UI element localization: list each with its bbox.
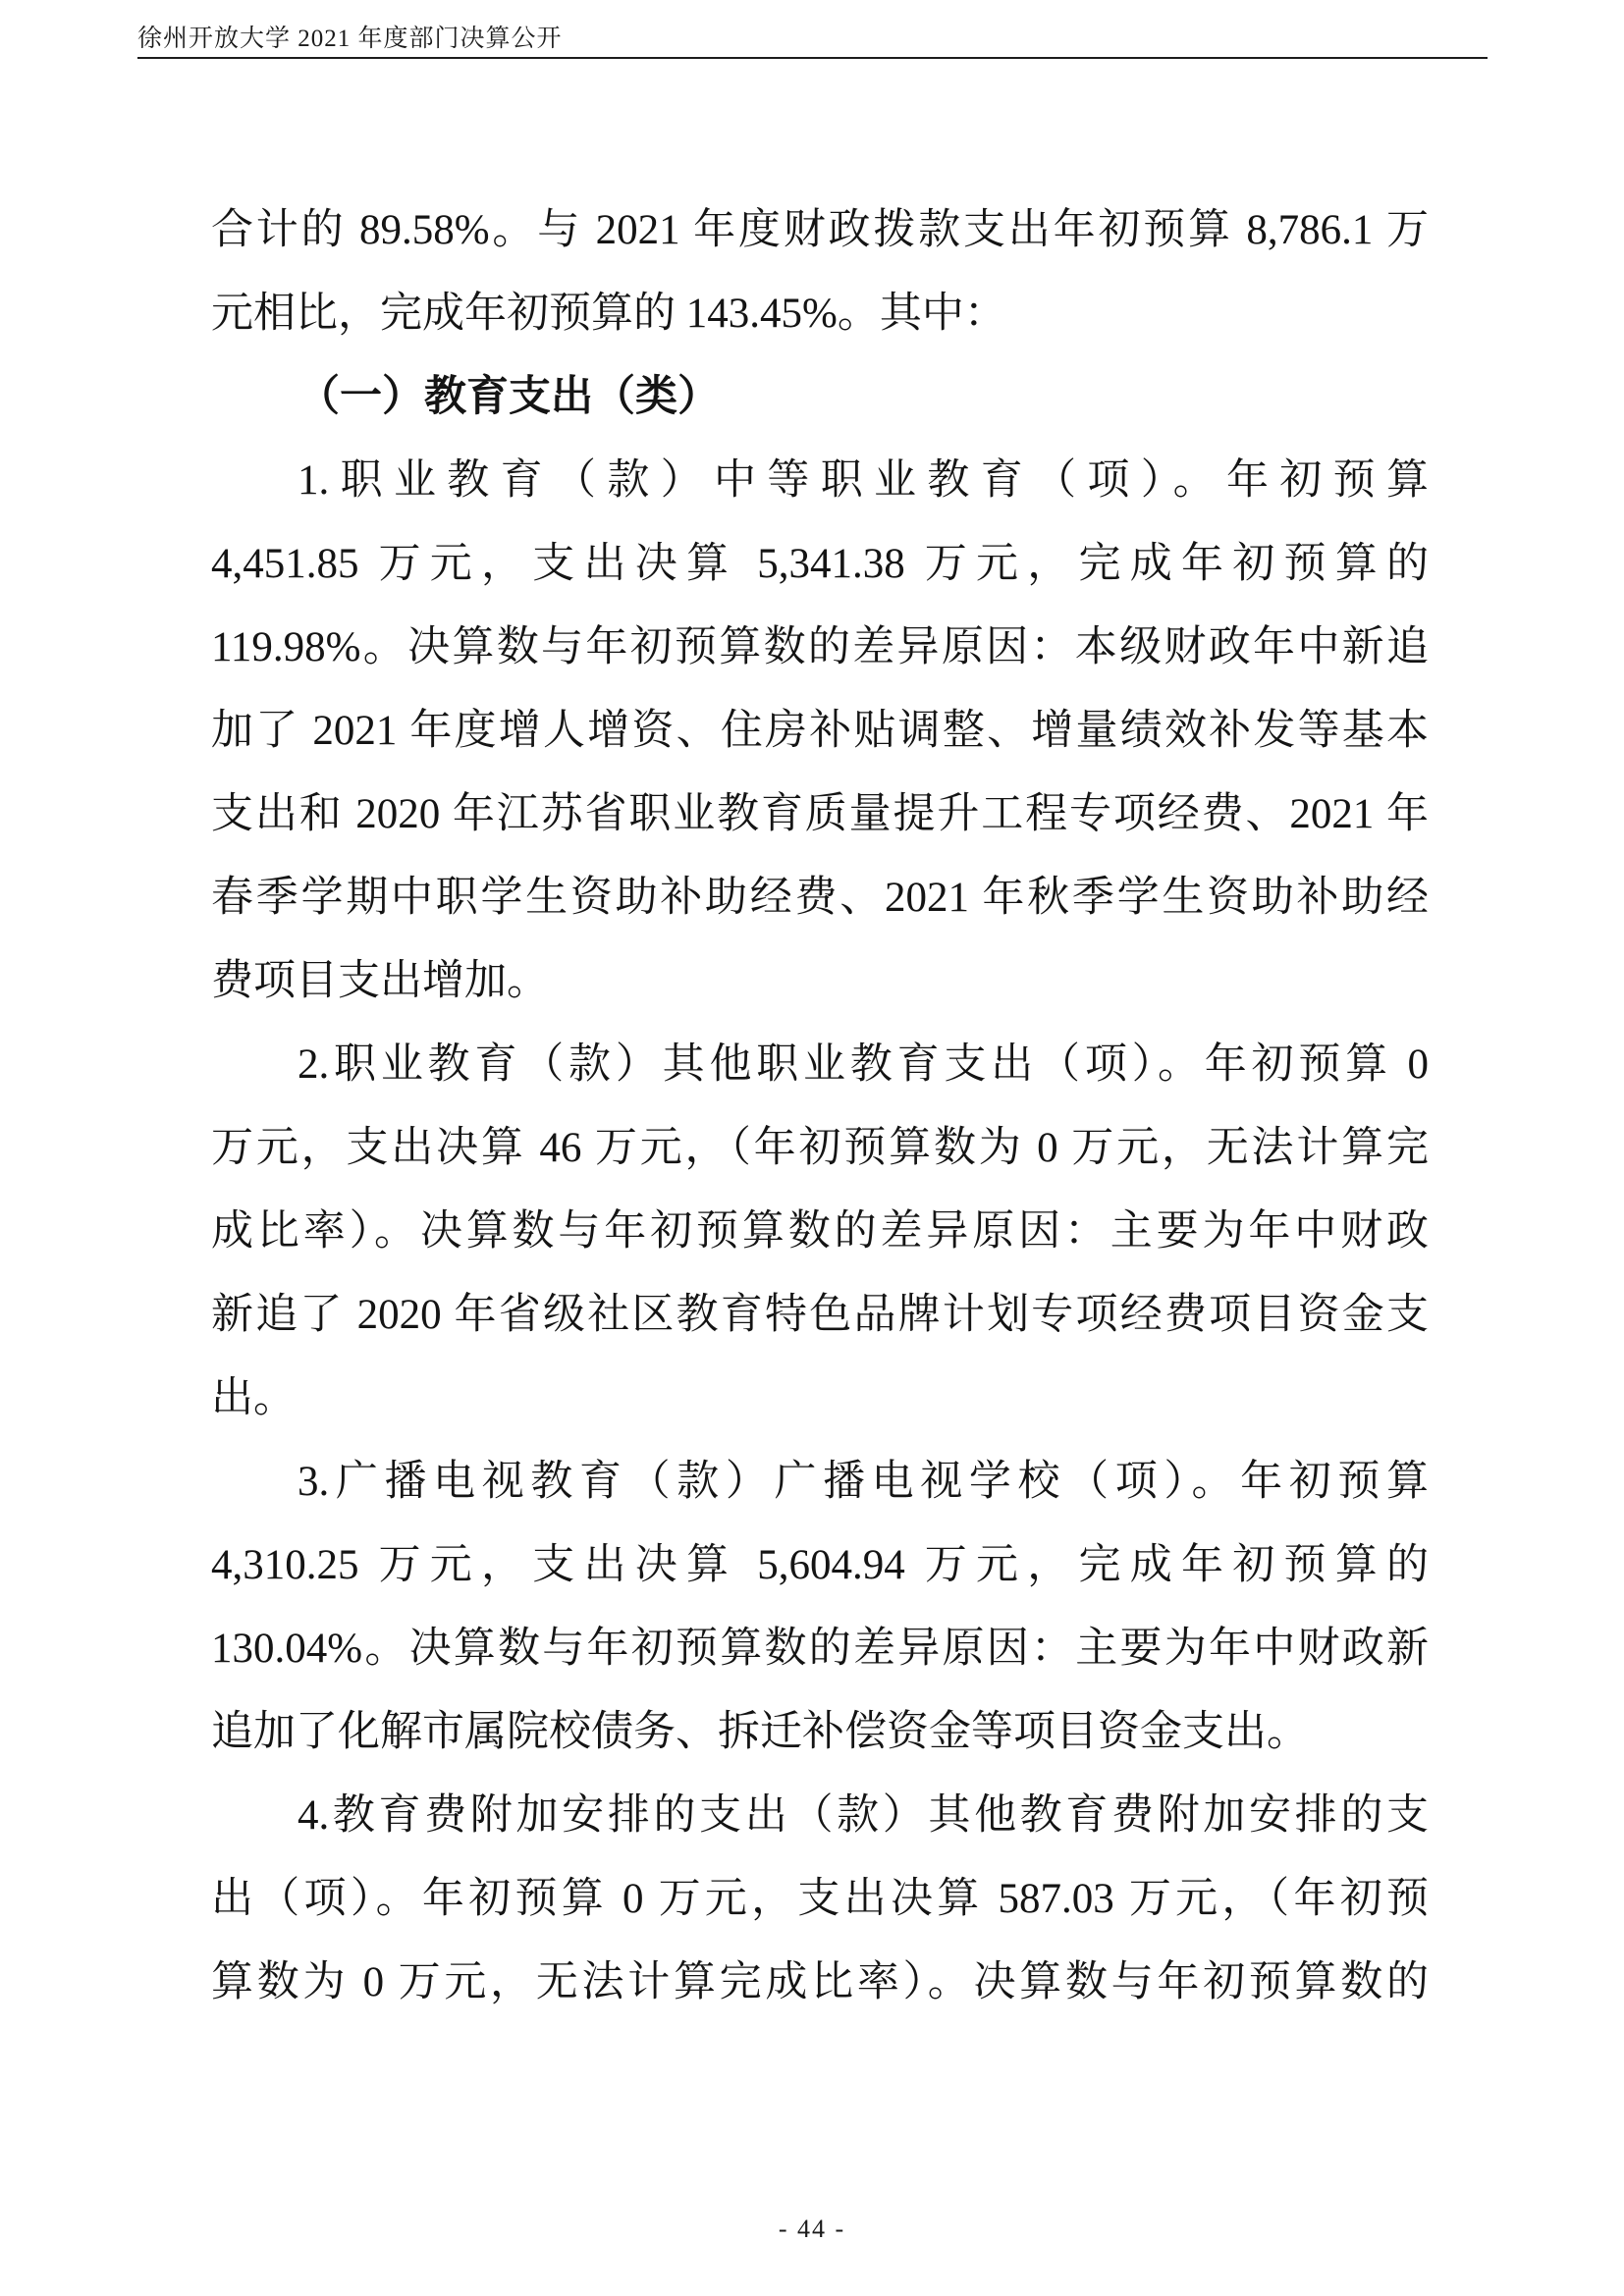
header-title: 徐州开放大学 2021 年度部门决算公开 — [137, 26, 563, 52]
text-line: 春季学期中职学生资助补助经费、2021 年秋季学生资助补助经 — [211, 875, 1429, 921]
text-line: 130.04%。决算数与年初预算数的差异原因：主要为年中财政新 — [211, 1626, 1429, 1672]
document-body — [211, 188, 1429, 2024]
text-line: 追加了化解市属院校债务、拆迁补偿资金等项目资金支出。 — [211, 1709, 1309, 1755]
text-line: 合计的 89.58%。与 2021 年度财政拨款支出年初预算 8,786.1 万 — [211, 207, 1429, 253]
text-line: （一）教育支出（类） — [298, 373, 720, 420]
text-line: 2.职业教育（款）其他职业教育支出（项）。年初预算 0 — [298, 1041, 1429, 1088]
text-line: 4.教育费附加安排的支出（款）其他教育费附加安排的支 — [298, 1792, 1429, 1839]
text-line: 元相比，完成年初预算的 143.45%。其中： — [211, 291, 1006, 337]
page-header — [137, 26, 1488, 59]
text-line: 119.98%。决算数与年初预算数的差异原因：本级财政年中新追 — [211, 624, 1429, 670]
text-line: 4,310.25 万元，支出决算 5,604.94 万元，完成年初预算的 — [211, 1542, 1429, 1588]
text-line: 万元，支出决算 46 万元，（年初预算数为 0 万元，无法计算完 — [211, 1125, 1429, 1171]
text-line: 4,451.85 万元，支出决算 5,341.38 万元，完成年初预算的 — [211, 541, 1429, 587]
text-line: 费项目支出增加。 — [211, 958, 549, 1004]
text-line: 出（项）。年初预算 0 万元，支出决算 587.03 万元，（年初预 — [211, 1876, 1429, 1922]
page-footer — [0, 2215, 1624, 2244]
text-line: 算数为 0 万元，无法计算完成比率）。决算数与年初预算数的 — [211, 1959, 1429, 2005]
text-line: 1.职业教育（款）中等职业教育（项）。年初预算 — [298, 457, 1429, 504]
text-line: 新追了 2020 年省级社区教育特色品牌计划专项经费项目资金支 — [211, 1292, 1429, 1338]
text-line: 3.广播电视教育（款）广播电视学校（项）。年初预算 — [298, 1459, 1429, 1505]
text-line: 成比率）。决算数与年初预算数的差异原因：主要为年中财政 — [211, 1208, 1429, 1255]
text-line: 加了 2021 年度增人增资、住房补贴调整、增量绩效补发等基本 — [211, 708, 1429, 754]
page-number: - 44 - — [778, 2215, 846, 2243]
text-line: 支出和 2020 年江苏省职业教育质量提升工程专项经费、2021 年 — [211, 791, 1429, 837]
header-rule — [137, 57, 1488, 59]
text-line: 出。 — [211, 1375, 296, 1421]
